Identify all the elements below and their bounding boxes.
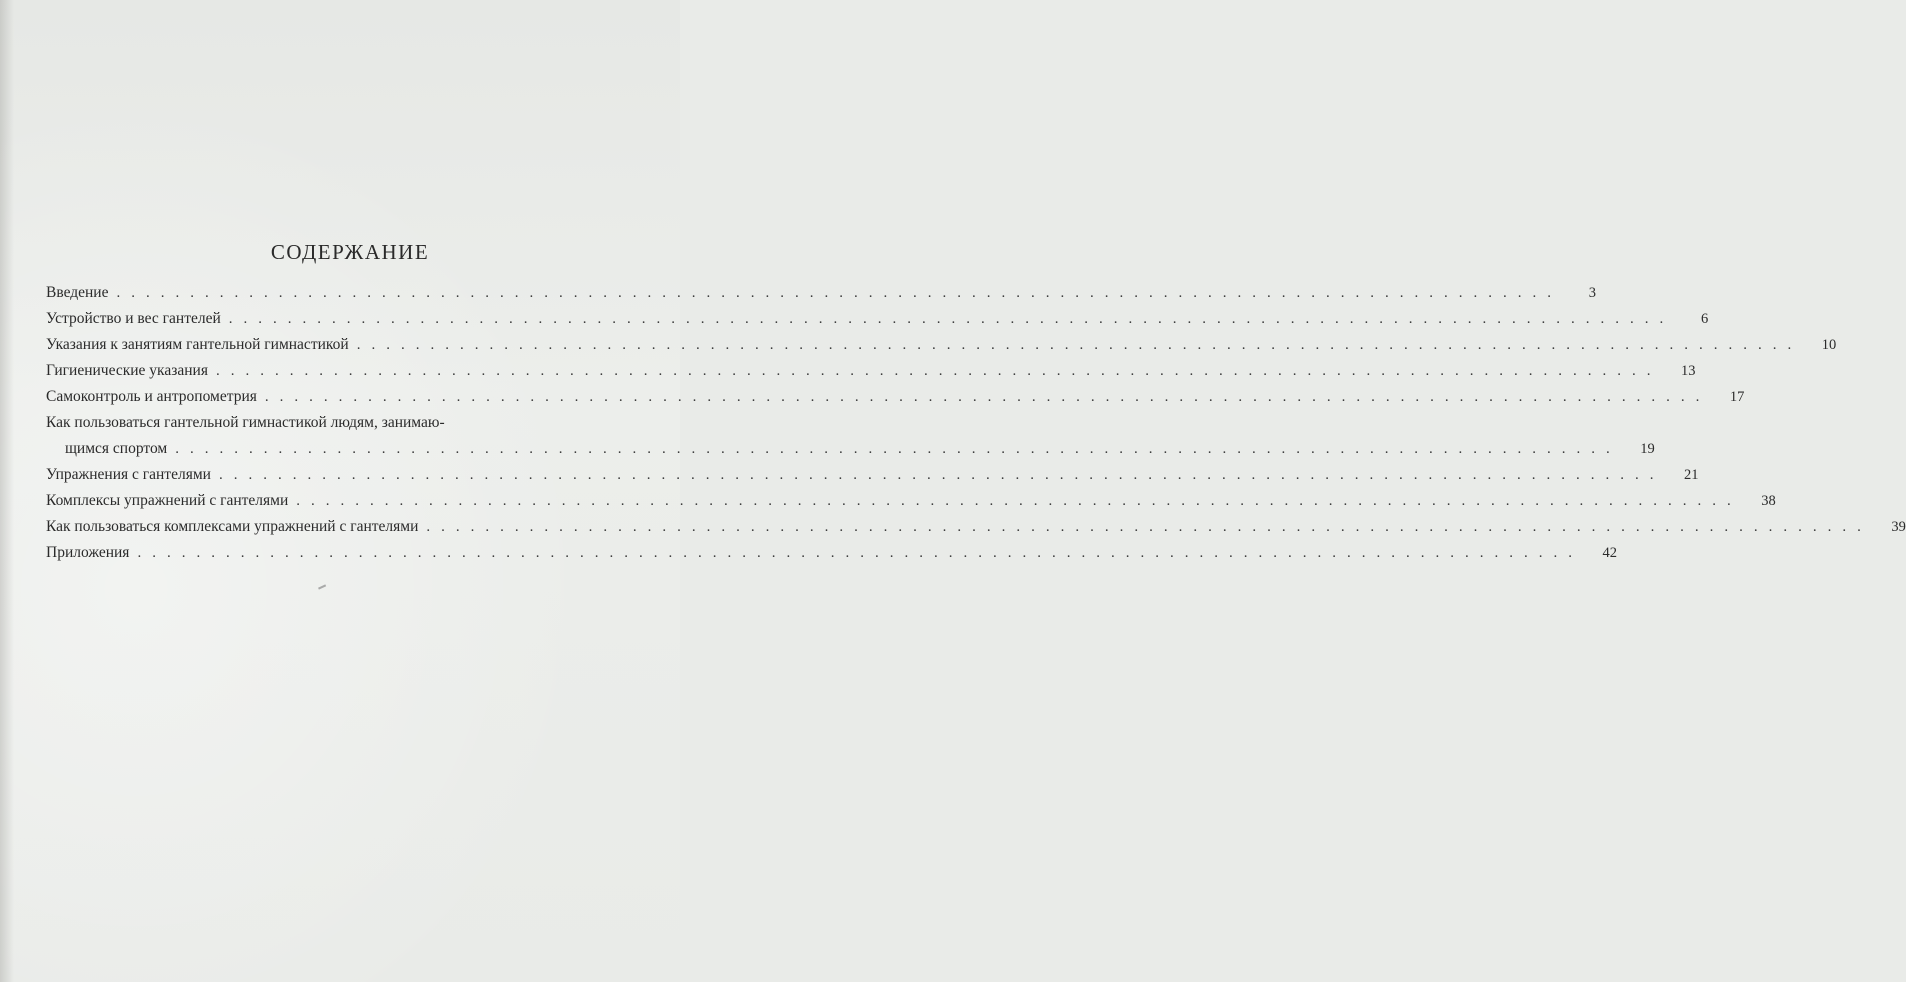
toc-entry-title: Комплексы упражнений с гантелями (46, 492, 289, 509)
toc-leader-dots: .................................................................................................. (175, 441, 1621, 457)
toc-leader-dots: .................................................................................................. (137, 545, 1583, 561)
toc-heading: СОДЕРЖАНИЕ (270, 240, 430, 264)
toc-leader-dots: .................................................................................................. (426, 519, 1872, 535)
toc-entry-page: 38 (1761, 493, 1776, 509)
toc-entry (46, 488, 1776, 514)
toc-leader-dots: .................................................................................................. (228, 311, 1675, 327)
toc-entry-title: Введение (46, 284, 109, 301)
toc-entry-page: 39 (1891, 519, 1906, 535)
toc-entry-page: 10 (1821, 337, 1837, 353)
toc-entry-page: 17 (1729, 389, 1745, 405)
toc-entry-title-line2: щимся спортом (65, 440, 168, 457)
toc-entry-title: Упражнения с гантелями (46, 466, 211, 483)
toc-leader-dots: .................................................................................................. (296, 493, 1742, 509)
toc-entry (46, 462, 1699, 488)
toc-entry (46, 540, 1617, 566)
toc-entry (46, 410, 1655, 462)
toc-entry-page: 6 (1701, 311, 1709, 327)
toc-entry-page: 13 (1680, 363, 1696, 379)
toc-leader-dots: .................................................................................................. (356, 337, 1803, 353)
toc-leader-dots: .................................................................................................. (264, 389, 1711, 405)
toc-entry-title: Самоконтроль и антропометрия (46, 388, 257, 405)
toc-entry-title: Гигиенические указания (46, 362, 208, 379)
toc-entry (46, 332, 1837, 358)
toc-entry-title-line1: Как пользоваться гантельной гимнастикой людям, занимаю- (46, 414, 445, 431)
toc-leader-dots: .................................................................................................. (215, 363, 1662, 379)
toc-entry (46, 306, 1709, 332)
toc-entry (46, 514, 1906, 540)
toc-entry-title: Приложения (46, 544, 130, 561)
toc-entry-page: 3 (1588, 285, 1596, 301)
toc-entry-page: 19 (1640, 441, 1655, 457)
toc-entry-title: Указания к занятиям гантельной гимнастикой (46, 336, 349, 353)
toc-entry (46, 384, 1745, 410)
toc-entry-page: 42 (1602, 545, 1617, 561)
toc-entry-line2 (46, 436, 1655, 462)
toc-entry-title: Как пользоваться комплексами упражнений с гантелями (46, 518, 419, 535)
toc-entry (46, 280, 1596, 306)
toc-leader-dots: .................................................................................................. (218, 467, 1665, 483)
toc-entry-title: Устройство и вес гантелей (46, 310, 221, 327)
print-speck (318, 584, 326, 589)
toc-leader-dots: .................................................................................................. (116, 285, 1562, 301)
toc-entry-page: 21 (1683, 467, 1699, 483)
toc-entry (46, 358, 1696, 384)
binding-shadow (0, 0, 14, 982)
table-of-contents (46, 280, 1906, 566)
